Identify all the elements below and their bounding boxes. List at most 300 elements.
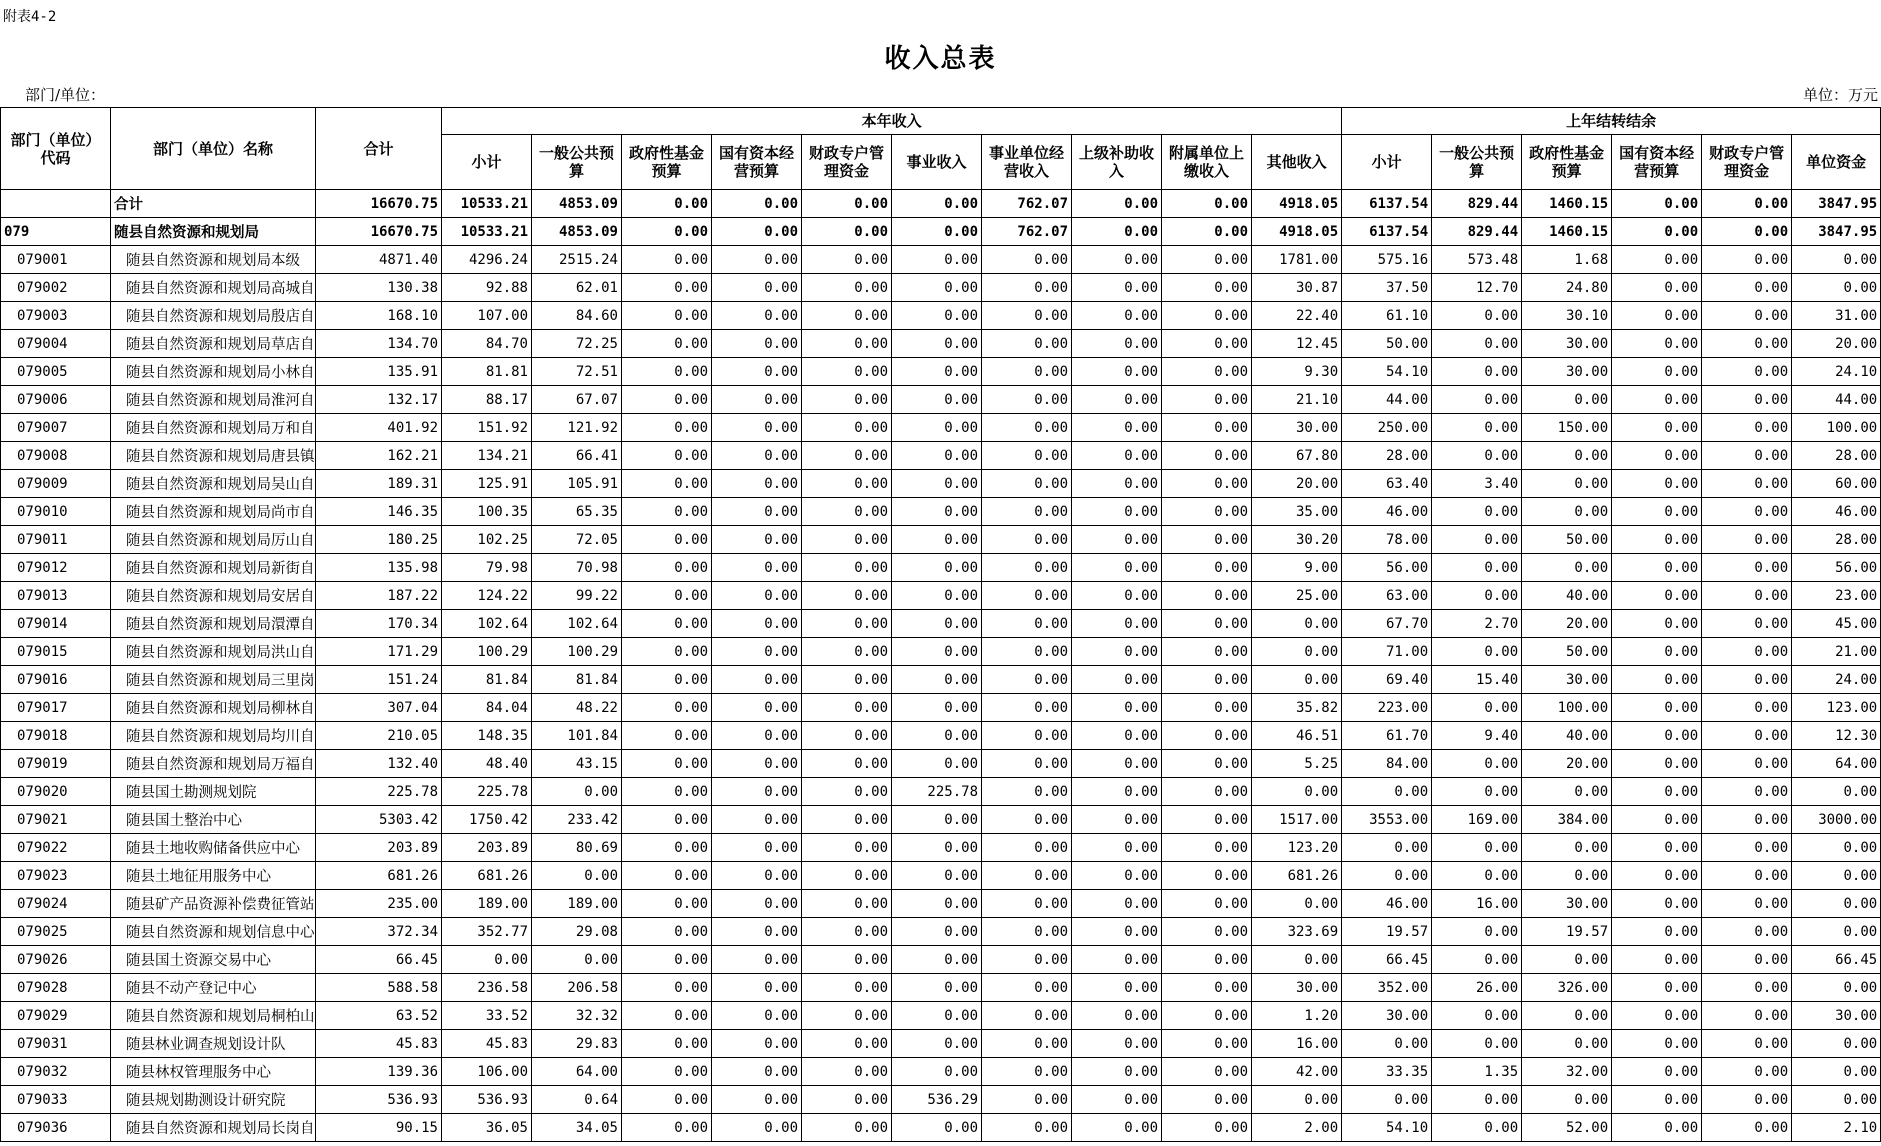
cell-value: 10533.21 <box>442 190 532 218</box>
cell-value: 0.00 <box>1162 694 1252 722</box>
cell-value: 1750.42 <box>442 806 532 834</box>
cell-value: 326.00 <box>1522 974 1612 1002</box>
table-row <box>1 1058 1881 1086</box>
cell-value: 71.00 <box>1342 638 1432 666</box>
cell-value: 0.00 <box>802 414 892 442</box>
cell-value: 0.00 <box>1252 946 1342 974</box>
cell-value: 6137.54 <box>1342 218 1432 246</box>
cell-value: 0.00 <box>622 722 712 750</box>
cell-value: 0.00 <box>1252 666 1342 694</box>
cell-code: 079033 <box>1 1086 111 1114</box>
cell-value: 0.00 <box>1612 498 1702 526</box>
cell-value: 0.00 <box>712 414 802 442</box>
cell-value: 0.00 <box>892 722 982 750</box>
cell-value: 0.00 <box>712 582 802 610</box>
cell-value: 0.00 <box>1072 302 1162 330</box>
cell-value: 180.25 <box>316 526 442 554</box>
cell-value: 0.00 <box>1522 1002 1612 1030</box>
cell-value: 26.00 <box>1432 974 1522 1002</box>
cell-code: 079005 <box>1 358 111 386</box>
cell-value: 0.00 <box>982 1086 1072 1114</box>
cell-value: 0.00 <box>1162 246 1252 274</box>
cell-value: 21.10 <box>1252 386 1342 414</box>
cell-value: 0.00 <box>622 694 712 722</box>
cell-name: 随县土地收购储备供应中心 <box>111 834 316 862</box>
cell-value: 170.34 <box>316 610 442 638</box>
cell-code: 079012 <box>1 554 111 582</box>
cell-value: 189.00 <box>442 890 532 918</box>
cell-value: 28.00 <box>1342 442 1432 470</box>
cell-value: 0.00 <box>892 750 982 778</box>
cell-value: 0.00 <box>1162 834 1252 862</box>
cell-value: 0.00 <box>1432 1030 1522 1058</box>
cell-value: 134.70 <box>316 330 442 358</box>
cell-value: 34.05 <box>532 1114 622 1142</box>
cell-value: 0.00 <box>1612 386 1702 414</box>
cell-name: 随县自然资源和规划局厉山自 <box>111 526 316 554</box>
cell-code: 079031 <box>1 1030 111 1058</box>
cell-value: 206.58 <box>532 974 622 1002</box>
cell-name: 随县国土整治中心 <box>111 806 316 834</box>
cell-value: 107.00 <box>442 302 532 330</box>
cell-name: 随县自然资源和规划局 <box>111 218 316 246</box>
cell-value: 0.00 <box>802 778 892 806</box>
cell-value: 0.00 <box>982 330 1072 358</box>
table-row <box>1 330 1881 358</box>
cell-name: 随县自然资源和规划局本级 <box>111 246 316 274</box>
cell-value: 0.00 <box>1162 302 1252 330</box>
cell-value: 0.00 <box>1612 1002 1702 1030</box>
cell-value: 123.00 <box>1792 694 1881 722</box>
cell-value: 32.00 <box>1522 1058 1612 1086</box>
cell-value: 20.00 <box>1522 610 1612 638</box>
cell-value: 0.00 <box>982 414 1072 442</box>
cell-value: 102.25 <box>442 526 532 554</box>
cell-value: 0.00 <box>1072 274 1162 302</box>
cell-value: 0.00 <box>712 218 802 246</box>
cell-value: 0.00 <box>1252 778 1342 806</box>
cell-value: 0.00 <box>1162 526 1252 554</box>
cell-value: 24.00 <box>1792 666 1881 694</box>
cell-name: 随县自然资源和规划局桐柏山 <box>111 1002 316 1030</box>
cell-value: 536.29 <box>892 1086 982 1114</box>
cell-code: 079010 <box>1 498 111 526</box>
cell-value: 0.00 <box>1162 890 1252 918</box>
cell-code: 079023 <box>1 862 111 890</box>
cell-name: 随县规划勘测设计研究院 <box>111 1086 316 1114</box>
cell-value: 0.00 <box>802 946 892 974</box>
cell-value: 0.00 <box>712 722 802 750</box>
cell-value: 135.98 <box>316 554 442 582</box>
cell-value: 0.00 <box>712 918 802 946</box>
header-current-col: 事业单位经营收入 <box>982 135 1072 190</box>
cell-name: 随县土地征用服务中心 <box>111 862 316 890</box>
cell-value: 0.00 <box>1522 554 1612 582</box>
cell-value: 0.00 <box>1072 246 1162 274</box>
cell-value: 0.00 <box>1612 974 1702 1002</box>
cell-value: 80.69 <box>532 834 622 862</box>
cell-name: 随县自然资源和规划局草店自 <box>111 330 316 358</box>
cell-name: 随县自然资源和规划局洪山自 <box>111 638 316 666</box>
cell-value: 0.00 <box>892 946 982 974</box>
cell-value: 0.00 <box>1072 722 1162 750</box>
cell-value: 0.00 <box>622 834 712 862</box>
cell-value: 0.00 <box>712 1002 802 1030</box>
cell-value: 0.00 <box>982 918 1072 946</box>
cell-value: 44.00 <box>1792 386 1881 414</box>
cell-value: 0.00 <box>712 862 802 890</box>
cell-value: 0.00 <box>712 974 802 1002</box>
cell-value: 233.42 <box>532 806 622 834</box>
cell-value: 0.00 <box>892 526 982 554</box>
cell-value: 0.00 <box>712 750 802 778</box>
cell-value: 0.00 <box>1072 1058 1162 1086</box>
cell-value: 0.00 <box>892 470 982 498</box>
cell-value: 0.00 <box>622 414 712 442</box>
cell-value: 30.87 <box>1252 274 1342 302</box>
cell-value: 19.57 <box>1522 918 1612 946</box>
cell-value: 0.00 <box>1702 722 1792 750</box>
cell-value: 0.00 <box>802 1086 892 1114</box>
cell-value: 40.00 <box>1522 582 1612 610</box>
cell-value: 401.92 <box>316 414 442 442</box>
cell-value: 36.05 <box>442 1114 532 1142</box>
cell-value: 0.00 <box>1612 834 1702 862</box>
cell-value: 0.00 <box>892 218 982 246</box>
cell-value: 0.00 <box>1702 834 1792 862</box>
cell-value: 0.00 <box>532 862 622 890</box>
cell-value: 0.00 <box>1702 442 1792 470</box>
cell-value: 15.40 <box>1432 666 1522 694</box>
cell-value: 0.00 <box>1702 218 1792 246</box>
cell-value: 0.00 <box>1432 442 1522 470</box>
cell-value: 236.58 <box>442 974 532 1002</box>
cell-value: 22.40 <box>1252 302 1342 330</box>
cell-value: 0.00 <box>622 666 712 694</box>
cell-value: 0.00 <box>802 834 892 862</box>
cell-value: 9.30 <box>1252 358 1342 386</box>
cell-value: 0.00 <box>712 1058 802 1086</box>
cell-value: 0.00 <box>1612 442 1702 470</box>
cell-value: 81.84 <box>532 666 622 694</box>
cell-value: 0.00 <box>1702 526 1792 554</box>
cell-value: 250.00 <box>1342 414 1432 442</box>
cell-value: 0.00 <box>1702 1114 1792 1142</box>
cell-value: 0.00 <box>1432 582 1522 610</box>
cell-value: 0.00 <box>1432 638 1522 666</box>
cell-value: 0.00 <box>802 610 892 638</box>
cell-value: 0.00 <box>1702 358 1792 386</box>
cell-value: 1460.15 <box>1522 190 1612 218</box>
cell-value: 0.00 <box>1522 834 1612 862</box>
cell-value: 0.00 <box>1162 386 1252 414</box>
cell-value: 0.00 <box>1612 1114 1702 1142</box>
cell-value: 29.08 <box>532 918 622 946</box>
table-row <box>1 498 1881 526</box>
cell-value: 0.00 <box>1072 414 1162 442</box>
cell-value: 0.00 <box>1432 386 1522 414</box>
header-carry-col: 单位资金 <box>1792 135 1881 190</box>
cell-value: 62.01 <box>532 274 622 302</box>
cell-value: 0.00 <box>802 1030 892 1058</box>
cell-value: 90.15 <box>316 1114 442 1142</box>
cell-value: 0.00 <box>1522 946 1612 974</box>
cell-value: 0.00 <box>1072 946 1162 974</box>
cell-value: 66.45 <box>1342 946 1432 974</box>
cell-value: 0.00 <box>1702 414 1792 442</box>
cell-value: 0.00 <box>1702 974 1792 1002</box>
cell-value: 762.07 <box>982 218 1072 246</box>
table-row <box>1 190 1881 218</box>
cell-value: 0.00 <box>1612 1058 1702 1086</box>
cell-value: 0.00 <box>532 778 622 806</box>
cell-value: 0.00 <box>892 1002 982 1030</box>
cell-value: 0.00 <box>622 470 712 498</box>
table-row <box>1 554 1881 582</box>
cell-value: 0.00 <box>892 358 982 386</box>
cell-name: 随县林权管理服务中心 <box>111 1058 316 1086</box>
cell-value: 81.84 <box>442 666 532 694</box>
header-carryover: 上年结转结余 <box>1342 108 1881 135</box>
cell-value: 31.00 <box>1792 302 1881 330</box>
cell-value: 69.40 <box>1342 666 1432 694</box>
cell-value: 100.29 <box>442 638 532 666</box>
cell-value: 124.22 <box>442 582 532 610</box>
cell-value: 0.00 <box>1702 918 1792 946</box>
cell-value: 0.00 <box>622 442 712 470</box>
cell-value: 0.00 <box>1612 358 1702 386</box>
income-table <box>0 107 1881 1142</box>
cell-value: 0.00 <box>802 806 892 834</box>
table-row <box>1 386 1881 414</box>
cell-value: 5.25 <box>1252 750 1342 778</box>
cell-name: 随县自然资源和规划局澴潭自 <box>111 610 316 638</box>
cell-value: 0.00 <box>982 582 1072 610</box>
cell-value: 30.00 <box>1522 666 1612 694</box>
cell-value: 0.00 <box>1432 526 1522 554</box>
cell-value: 12.30 <box>1792 722 1881 750</box>
cell-value: 84.00 <box>1342 750 1432 778</box>
cell-value: 30.00 <box>1522 330 1612 358</box>
cell-value: 0.00 <box>622 526 712 554</box>
cell-value: 33.35 <box>1342 1058 1432 1086</box>
cell-name: 随县自然资源和规划局唐县镇 <box>111 442 316 470</box>
cell-code: 079 <box>1 218 111 246</box>
cell-value: 0.00 <box>982 862 1072 890</box>
cell-value: 0.00 <box>1702 946 1792 974</box>
cell-value: 0.00 <box>982 946 1072 974</box>
cell-value: 0.00 <box>1612 806 1702 834</box>
cell-value: 35.82 <box>1252 694 1342 722</box>
cell-code: 079016 <box>1 666 111 694</box>
cell-value: 681.26 <box>1252 862 1342 890</box>
cell-value: 121.92 <box>532 414 622 442</box>
cell-value: 0.00 <box>892 414 982 442</box>
cell-value: 829.44 <box>1432 218 1522 246</box>
cell-value: 0.00 <box>1792 274 1881 302</box>
cell-value: 0.00 <box>622 386 712 414</box>
cell-value: 210.05 <box>316 722 442 750</box>
cell-value: 0.00 <box>622 862 712 890</box>
cell-value: 0.00 <box>1612 638 1702 666</box>
cell-value: 171.29 <box>316 638 442 666</box>
cell-value: 0.00 <box>622 946 712 974</box>
cell-value: 0.00 <box>622 1114 712 1142</box>
cell-value: 100.00 <box>1522 694 1612 722</box>
cell-value: 30.00 <box>1252 974 1342 1002</box>
cell-value: 63.52 <box>316 1002 442 1030</box>
cell-name: 随县国土勘测规划院 <box>111 778 316 806</box>
cell-value: 0.00 <box>1432 834 1522 862</box>
cell-value: 135.91 <box>316 358 442 386</box>
cell-code: 079015 <box>1 638 111 666</box>
cell-value: 4853.09 <box>532 190 622 218</box>
cell-value: 0.00 <box>1432 918 1522 946</box>
cell-value: 132.17 <box>316 386 442 414</box>
header-current-col: 事业收入 <box>892 135 982 190</box>
cell-value: 0.00 <box>622 638 712 666</box>
cell-value: 1.35 <box>1432 1058 1522 1086</box>
cell-value: 0.00 <box>1702 330 1792 358</box>
cell-value: 0.00 <box>1792 246 1881 274</box>
cell-value: 1781.00 <box>1252 246 1342 274</box>
cell-value: 3847.95 <box>1792 190 1881 218</box>
cell-value: 0.00 <box>1612 778 1702 806</box>
cell-value: 0.00 <box>712 470 802 498</box>
cell-value: 0.00 <box>1072 890 1162 918</box>
cell-value: 54.10 <box>1342 358 1432 386</box>
cell-value: 0.00 <box>1612 946 1702 974</box>
cell-value: 0.00 <box>982 358 1072 386</box>
cell-value: 100.35 <box>442 498 532 526</box>
cell-value: 64.00 <box>532 1058 622 1086</box>
cell-value: 0.00 <box>892 834 982 862</box>
cell-value: 0.00 <box>532 946 622 974</box>
cell-value: 0.00 <box>1162 218 1252 246</box>
cell-value: 139.36 <box>316 1058 442 1086</box>
cell-value: 0.00 <box>622 302 712 330</box>
cell-code: 079001 <box>1 246 111 274</box>
cell-value: 0.00 <box>1342 778 1432 806</box>
cell-value: 573.48 <box>1432 246 1522 274</box>
cell-code: 079025 <box>1 918 111 946</box>
cell-value: 0.00 <box>622 498 712 526</box>
cell-value: 0.00 <box>1612 722 1702 750</box>
cell-value: 16.00 <box>1252 1030 1342 1058</box>
cell-value: 0.00 <box>442 946 532 974</box>
cell-value: 0.00 <box>1162 666 1252 694</box>
cell-value: 0.00 <box>1072 1002 1162 1030</box>
cell-name: 随县自然资源和规划局淮河自 <box>111 386 316 414</box>
cell-name: 随县自然资源和规划局殷店自 <box>111 302 316 330</box>
header-current-year: 本年收入 <box>442 108 1342 135</box>
cell-value: 60.00 <box>1792 470 1881 498</box>
cell-value: 56.00 <box>1792 554 1881 582</box>
cell-value: 0.00 <box>1702 666 1792 694</box>
cell-value: 0.00 <box>622 890 712 918</box>
cell-value: 0.00 <box>802 190 892 218</box>
cell-value: 0.00 <box>622 246 712 274</box>
cell-value: 46.51 <box>1252 722 1342 750</box>
cell-value: 72.25 <box>532 330 622 358</box>
cell-value: 151.24 <box>316 666 442 694</box>
cell-value: 28.00 <box>1792 526 1881 554</box>
cell-value: 0.00 <box>1702 610 1792 638</box>
unit-label: 单位：万元 <box>1802 86 1878 104</box>
cell-value: 0.00 <box>1612 750 1702 778</box>
cell-code: 079014 <box>1 610 111 638</box>
cell-value: 323.69 <box>1252 918 1342 946</box>
cell-value: 536.93 <box>442 1086 532 1114</box>
cell-value: 19.57 <box>1342 918 1432 946</box>
cell-value: 0.00 <box>802 554 892 582</box>
cell-value: 0.00 <box>802 582 892 610</box>
cell-value: 0.00 <box>622 610 712 638</box>
cell-value: 0.00 <box>982 386 1072 414</box>
cell-value: 66.45 <box>1792 946 1881 974</box>
cell-value: 0.00 <box>1162 582 1252 610</box>
cell-value: 0.00 <box>892 386 982 414</box>
cell-value: 0.00 <box>712 638 802 666</box>
cell-value: 0.00 <box>1252 610 1342 638</box>
cell-value: 0.00 <box>1162 610 1252 638</box>
cell-value: 48.22 <box>532 694 622 722</box>
cell-value: 0.00 <box>892 1058 982 1086</box>
table-row <box>1 666 1881 694</box>
cell-value: 45.00 <box>1792 610 1881 638</box>
cell-value: 0.00 <box>1612 862 1702 890</box>
header-current-col: 附属单位上缴收入 <box>1162 135 1252 190</box>
cell-code: 079011 <box>1 526 111 554</box>
cell-value: 0.00 <box>892 582 982 610</box>
cell-value: 92.88 <box>442 274 532 302</box>
cell-value: 0.00 <box>1792 974 1881 1002</box>
cell-value: 0.00 <box>1702 190 1792 218</box>
cell-value: 0.00 <box>1162 974 1252 1002</box>
cell-value: 0.00 <box>1072 1114 1162 1142</box>
cell-value: 0.00 <box>1702 1058 1792 1086</box>
cell-value: 0.00 <box>802 694 892 722</box>
cell-value: 100.00 <box>1792 414 1881 442</box>
cell-value: 0.00 <box>982 666 1072 694</box>
cell-name: 随县自然资源和规划局均川自 <box>111 722 316 750</box>
cell-value: 0.00 <box>1612 302 1702 330</box>
table-row <box>1 974 1881 1002</box>
cell-value: 0.00 <box>712 890 802 918</box>
cell-value: 0.00 <box>892 246 982 274</box>
cell-value: 0.00 <box>892 694 982 722</box>
cell-value: 23.00 <box>1792 582 1881 610</box>
cell-value: 67.80 <box>1252 442 1342 470</box>
cell-name: 随县自然资源和规划局高城自 <box>111 274 316 302</box>
cell-value: 0.00 <box>892 638 982 666</box>
header-current-col: 一般公共预算 <box>532 135 622 190</box>
cell-value: 0.00 <box>622 274 712 302</box>
cell-value: 0.00 <box>1612 526 1702 554</box>
cell-value: 33.52 <box>442 1002 532 1030</box>
cell-value: 0.00 <box>622 1002 712 1030</box>
cell-name: 随县自然资源和规划局小林自 <box>111 358 316 386</box>
cell-name: 随县自然资源和规划局安居自 <box>111 582 316 610</box>
cell-value: 352.00 <box>1342 974 1432 1002</box>
cell-value: 0.00 <box>1162 190 1252 218</box>
cell-value: 70.98 <box>532 554 622 582</box>
header-current-col: 财政专户管理资金 <box>802 135 892 190</box>
cell-value: 0.00 <box>1162 1058 1252 1086</box>
cell-value: 0.00 <box>622 358 712 386</box>
cell-value: 0.00 <box>712 330 802 358</box>
cell-value: 0.00 <box>712 246 802 274</box>
